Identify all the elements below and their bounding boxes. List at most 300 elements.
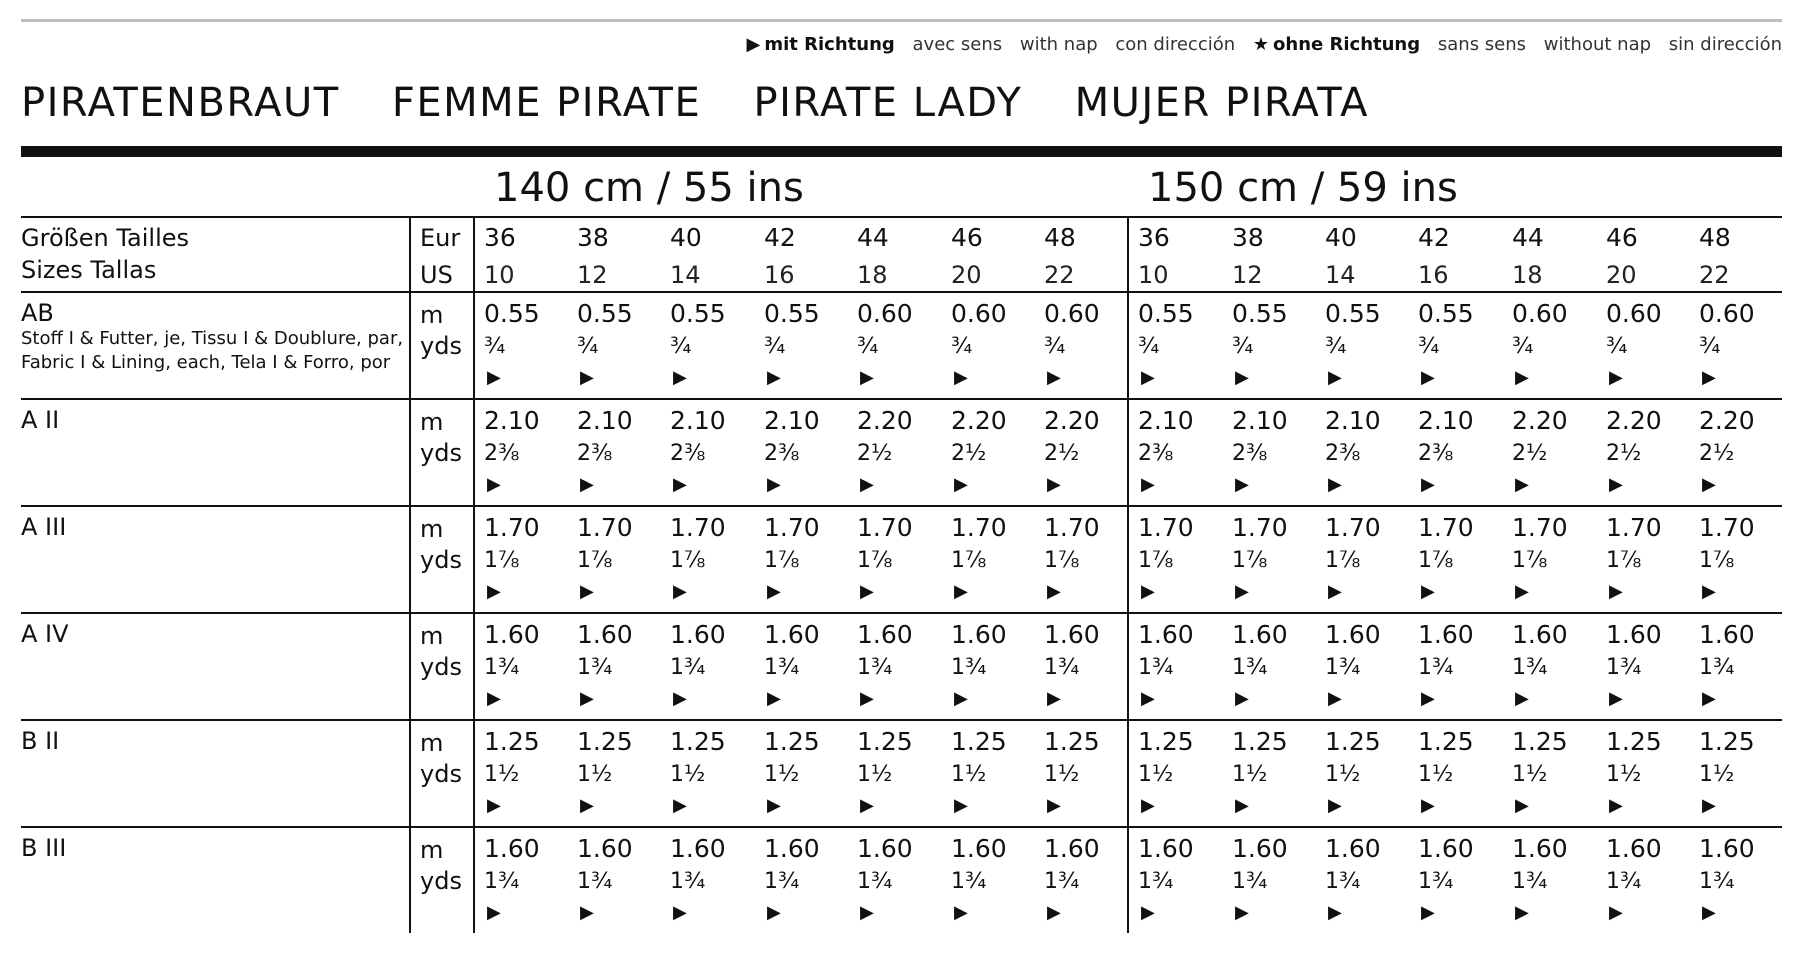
yards-value: 1¾	[764, 655, 800, 680]
play-arrow-icon: ▶	[954, 902, 968, 923]
yards-value: 1½	[1418, 762, 1454, 787]
play-arrow-icon: ▶	[1702, 688, 1716, 709]
meters-value: 1.70	[857, 513, 913, 542]
yards-value: 1¾	[1699, 655, 1735, 680]
play-arrow-icon: ▶	[954, 367, 968, 388]
yards-value: 1⅞	[1606, 548, 1642, 573]
eur-size: 36	[484, 223, 516, 252]
meters-value: 1.60	[1138, 620, 1194, 649]
play-arrow-icon: ▶	[1328, 367, 1342, 388]
table-rule	[21, 505, 1782, 507]
play-arrow-icon: ▶	[1235, 581, 1249, 602]
play-arrow-icon: ▶	[860, 902, 874, 923]
meters-value: 0.60	[951, 299, 1007, 328]
play-arrow-icon: ▶	[1235, 474, 1249, 495]
title-es: MUJER PIRATA	[1074, 80, 1369, 126]
unit-yds: yds	[420, 653, 462, 681]
yards-value: 1⅞	[764, 548, 800, 573]
meters-value: 1.25	[1512, 727, 1568, 756]
meters-value: 2.10	[764, 406, 820, 435]
without-nap-legend	[1253, 34, 1420, 55]
us-size: 22	[1699, 261, 1730, 289]
play-arrow-icon: ▶	[1515, 795, 1529, 816]
yards-value: 2⅜	[1418, 441, 1454, 466]
meters-value: 1.60	[1044, 620, 1100, 649]
meters-value: 0.60	[1044, 299, 1100, 328]
play-arrow-icon: ▶	[1421, 367, 1435, 388]
eur-size: 46	[951, 223, 983, 252]
meters-value: 2.20	[1699, 406, 1755, 435]
meters-value: 2.20	[857, 406, 913, 435]
play-arrow-icon: ▶	[1141, 902, 1155, 923]
yards-value: 1¾	[577, 655, 613, 680]
yards-value: 1½	[1512, 762, 1548, 787]
sizes-label-line2: Sizes Tallas	[21, 256, 157, 284]
yards-value: 1½	[670, 762, 706, 787]
play-arrow-icon: ▶	[767, 902, 781, 923]
play-arrow-icon: ▶	[580, 581, 594, 602]
play-arrow-icon: ▶	[1515, 367, 1529, 388]
yards-value: 1⅞	[1325, 548, 1361, 573]
us-size: 16	[1418, 261, 1449, 289]
yards-value: ¾	[764, 334, 786, 359]
yards-value: 1½	[1044, 762, 1080, 787]
yards-value: 2½	[1699, 441, 1735, 466]
meters-value: 2.10	[670, 406, 726, 435]
yards-value: 1½	[857, 762, 893, 787]
eur-size: 48	[1699, 223, 1731, 252]
yards-value: ¾	[1418, 334, 1440, 359]
yards-value: 1½	[1138, 762, 1174, 787]
play-arrow-icon: ▶	[1609, 581, 1623, 602]
play-arrow-icon: ▶	[1047, 795, 1061, 816]
play-arrow-icon: ▶	[1421, 795, 1435, 816]
meters-value: 1.25	[484, 727, 540, 756]
play-arrow-icon: ▶	[1421, 474, 1435, 495]
yards-value: 1⅞	[1512, 548, 1548, 573]
eur-size: 46	[1606, 223, 1638, 252]
meters-value: 0.55	[764, 299, 820, 328]
meters-value: 0.55	[484, 299, 540, 328]
star-icon: ★	[1252, 34, 1270, 55]
play-arrow-icon: ▶	[1328, 581, 1342, 602]
meters-value: 1.60	[1044, 834, 1100, 863]
yards-value: 2½	[1606, 441, 1642, 466]
table-rule	[21, 398, 1782, 400]
play-arrow-icon: ▶	[1047, 367, 1061, 388]
meters-value: 0.55	[1232, 299, 1288, 328]
yards-value: 1¾	[1606, 655, 1642, 680]
play-arrow-icon: ▶	[673, 367, 687, 388]
play-arrow-icon: ▶	[1047, 474, 1061, 495]
yards-value: 2⅜	[670, 441, 706, 466]
yards-value: ¾	[670, 334, 692, 359]
meters-value: 2.10	[1138, 406, 1194, 435]
meters-value: 1.60	[484, 834, 540, 863]
meters-value: 1.60	[951, 620, 1007, 649]
yards-value: ¾	[1138, 334, 1160, 359]
title-rule	[21, 146, 1782, 157]
us-size: 22	[1044, 261, 1075, 289]
eur-size: 40	[670, 223, 702, 252]
yards-value: 1½	[1325, 762, 1361, 787]
row-description: Stoff I & Futter, je, Tissu I & Doublure, par,	[21, 328, 404, 349]
yards-value: 2½	[857, 441, 893, 466]
yards-value: 1⅞	[857, 548, 893, 573]
meters-value: 2.10	[577, 406, 633, 435]
play-arrow-icon: ▶	[1609, 474, 1623, 495]
meters-value: 1.60	[1606, 834, 1662, 863]
play-arrow-icon: ▶	[1141, 581, 1155, 602]
play-arrow-icon: ▶	[954, 688, 968, 709]
play-arrow-icon: ▶	[1609, 688, 1623, 709]
row-label: A IV	[21, 620, 69, 648]
row-label: AB	[21, 299, 54, 327]
play-arrow-icon: ▶	[767, 688, 781, 709]
table-rule	[21, 612, 1782, 614]
meters-value: 2.10	[1325, 406, 1381, 435]
yards-value: 1¾	[1232, 655, 1268, 680]
with-nap-de: mit Richtung	[764, 34, 895, 55]
meters-value: 1.60	[1699, 620, 1755, 649]
meters-value: 1.60	[577, 834, 633, 863]
meters-value: 2.10	[1232, 406, 1288, 435]
play-arrow-icon: ▶	[1141, 367, 1155, 388]
meters-value: 1.60	[857, 620, 913, 649]
play-arrow-icon: ▶	[1328, 688, 1342, 709]
meters-value: 1.60	[951, 834, 1007, 863]
meters-value: 0.55	[1138, 299, 1194, 328]
yards-value: 1¾	[670, 869, 706, 894]
meters-value: 1.25	[1138, 727, 1194, 756]
meters-value: 1.70	[1512, 513, 1568, 542]
table-rule	[21, 719, 1782, 721]
meters-value: 1.70	[764, 513, 820, 542]
play-arrow-icon: ▶	[1702, 581, 1716, 602]
eur-label: Eur	[420, 224, 461, 252]
unit-m: m	[420, 301, 444, 329]
play-arrow-icon: ▶	[1421, 902, 1435, 923]
yards-value: 2⅜	[484, 441, 520, 466]
meters-value: 1.70	[1418, 513, 1474, 542]
yards-value: 1⅞	[1044, 548, 1080, 573]
play-arrow-icon: ▶	[487, 474, 501, 495]
title-fr: FEMME PIRATE	[391, 80, 702, 126]
yards-value: 1½	[951, 762, 987, 787]
play-arrow-icon: ▶	[487, 367, 501, 388]
yards-value: 2⅜	[577, 441, 613, 466]
meters-value: 1.25	[577, 727, 633, 756]
play-arrow-icon: ▶	[860, 367, 874, 388]
meters-value: 1.70	[951, 513, 1007, 542]
play-arrow-icon: ▶	[1702, 474, 1716, 495]
play-arrow-icon: ▶	[1515, 581, 1529, 602]
yards-value: 1¾	[1699, 869, 1735, 894]
us-size: 20	[951, 261, 982, 289]
yards-value: 2⅜	[1232, 441, 1268, 466]
yards-value: 1¾	[670, 655, 706, 680]
yards-value: 1¾	[1232, 869, 1268, 894]
eur-size: 36	[1138, 223, 1170, 252]
meters-value: 0.55	[1418, 299, 1474, 328]
eur-size: 38	[1232, 223, 1264, 252]
meters-value: 1.60	[1232, 620, 1288, 649]
play-arrow-icon: ▶	[954, 581, 968, 602]
play-arrow-icon: ▶	[767, 581, 781, 602]
meters-value: 1.60	[577, 620, 633, 649]
yards-value: 2½	[1044, 441, 1080, 466]
table-rule	[21, 291, 1782, 293]
page-title	[21, 80, 1407, 126]
yards-value: 1½	[1232, 762, 1268, 787]
play-arrow-icon: ▶	[487, 902, 501, 923]
meters-value: 1.25	[764, 727, 820, 756]
yards-value: ¾	[951, 334, 973, 359]
meters-value: 1.25	[951, 727, 1007, 756]
play-arrow-icon: ▶	[1609, 795, 1623, 816]
nap-legend	[735, 34, 1783, 55]
meters-value: 1.25	[1232, 727, 1288, 756]
play-arrow-icon: ▶	[954, 795, 968, 816]
yards-value: 1⅞	[1699, 548, 1735, 573]
yards-value: 2⅜	[764, 441, 800, 466]
yards-value: 1¾	[1418, 655, 1454, 680]
width-group-divider	[1127, 216, 1129, 933]
play-arrow-icon: ▶	[767, 474, 781, 495]
meters-value: 1.70	[1232, 513, 1288, 542]
meters-value: 1.70	[484, 513, 540, 542]
meters-value: 1.60	[764, 834, 820, 863]
meters-value: 1.70	[577, 513, 633, 542]
top-rule	[21, 19, 1782, 22]
play-arrow-icon: ▶	[673, 902, 687, 923]
meters-value: 1.25	[1418, 727, 1474, 756]
play-arrow-icon: ▶	[954, 474, 968, 495]
eur-size: 42	[1418, 223, 1450, 252]
eur-size: 48	[1044, 223, 1076, 252]
play-arrow-icon: ▶	[767, 795, 781, 816]
meters-value: 1.70	[670, 513, 726, 542]
us-size: 10	[484, 261, 515, 289]
yards-value: ¾	[577, 334, 599, 359]
meters-value: 0.60	[1512, 299, 1568, 328]
meters-value: 1.60	[1418, 620, 1474, 649]
fabric-width-150: 150 cm / 59 ins	[1148, 165, 1458, 211]
play-arrow-icon: ▶	[487, 688, 501, 709]
without-nap-es: sin dirección	[1668, 34, 1782, 55]
yards-value: 1¾	[1512, 655, 1548, 680]
eur-size: 38	[577, 223, 609, 252]
eur-size: 44	[1512, 223, 1544, 252]
yards-value: 1⅞	[951, 548, 987, 573]
play-arrow-icon: ▶	[1047, 902, 1061, 923]
eur-size: 44	[857, 223, 889, 252]
yards-value: 1½	[1606, 762, 1642, 787]
yards-value: 1¾	[857, 869, 893, 894]
us-label: US	[420, 261, 453, 289]
play-arrow-icon: ▶	[1609, 367, 1623, 388]
with-nap-fr: avec sens	[912, 34, 1003, 55]
yards-value: 1⅞	[1138, 548, 1174, 573]
play-arrow-icon: ▶	[860, 688, 874, 709]
unit-m: m	[420, 408, 444, 436]
play-arrow-icon: ▶	[1609, 902, 1623, 923]
yards-value: ¾	[1512, 334, 1534, 359]
play-arrow-icon: ▶	[1235, 688, 1249, 709]
title-en: PIRATE LADY	[753, 80, 1023, 126]
meters-value: 1.70	[1325, 513, 1381, 542]
play-arrow-icon: ▶	[487, 581, 501, 602]
meters-value: 1.70	[1699, 513, 1755, 542]
yards-value: ¾	[1699, 334, 1721, 359]
meters-value: 1.70	[1044, 513, 1100, 542]
play-arrow-icon: ▶	[580, 795, 594, 816]
meters-value: 1.60	[1232, 834, 1288, 863]
yards-value: 1½	[764, 762, 800, 787]
meters-value: 1.25	[1325, 727, 1381, 756]
yards-value: ¾	[484, 334, 506, 359]
unit-yds: yds	[420, 867, 462, 895]
without-nap-fr: sans sens	[1437, 34, 1527, 55]
yards-value: 1⅞	[577, 548, 613, 573]
us-size: 14	[670, 261, 701, 289]
yards-value: 1¾	[951, 655, 987, 680]
row-label: B II	[21, 727, 60, 755]
us-size: 18	[857, 261, 888, 289]
meters-value: 0.55	[1325, 299, 1381, 328]
yards-value: 1¾	[1044, 869, 1080, 894]
play-arrow-icon: ▶	[1141, 795, 1155, 816]
yards-value: 1¾	[484, 655, 520, 680]
play-arrow-icon: ▶	[1515, 688, 1529, 709]
meters-value: 1.25	[1044, 727, 1100, 756]
play-arrow-icon: ▶	[580, 902, 594, 923]
unit-column-divider	[473, 216, 475, 933]
play-arrow-icon: ▶	[1421, 688, 1435, 709]
meters-value: 1.25	[1606, 727, 1662, 756]
meters-value: 0.60	[1699, 299, 1755, 328]
play-arrow-icon: ▶	[767, 367, 781, 388]
yards-value: ¾	[1232, 334, 1254, 359]
yards-value: ¾	[1325, 334, 1347, 359]
play-arrow-icon: ▶	[673, 795, 687, 816]
meters-value: 0.55	[577, 299, 633, 328]
play-arrow-icon: ▶	[1702, 795, 1716, 816]
yards-value: 1⅞	[1232, 548, 1268, 573]
us-size: 16	[764, 261, 795, 289]
us-size: 10	[1138, 261, 1169, 289]
meters-value: 1.60	[1418, 834, 1474, 863]
play-arrow-icon: ▶	[1702, 902, 1716, 923]
yards-value: 1¾	[951, 869, 987, 894]
fabric-width-140: 140 cm / 55 ins	[494, 165, 804, 211]
meters-value: 1.60	[1512, 834, 1568, 863]
with-nap-es: con dirección	[1115, 34, 1236, 55]
unit-m: m	[420, 836, 444, 864]
play-arrow-icon: ▶	[1328, 795, 1342, 816]
yards-value: 1¾	[764, 869, 800, 894]
without-nap-de: ohne Richtung	[1273, 34, 1421, 55]
yards-value: 1¾	[577, 869, 613, 894]
us-size: 18	[1512, 261, 1543, 289]
table-rule	[21, 826, 1782, 828]
play-arrow-icon: ▶	[860, 795, 874, 816]
us-size: 12	[1232, 261, 1263, 289]
us-size: 14	[1325, 261, 1356, 289]
title-de: PIRATENBRAUT	[21, 80, 340, 126]
unit-yds: yds	[420, 760, 462, 788]
yards-value: 2⅜	[1325, 441, 1361, 466]
without-nap-en: without nap	[1543, 34, 1652, 55]
meters-value: 1.60	[1512, 620, 1568, 649]
unit-yds: yds	[420, 332, 462, 360]
yards-value: 1⅞	[670, 548, 706, 573]
play-arrow-icon: ▶	[746, 34, 761, 55]
yards-value: 1¾	[1606, 869, 1642, 894]
meters-value: 1.25	[1699, 727, 1755, 756]
meters-value: 2.20	[951, 406, 1007, 435]
yards-value: 1¾	[484, 869, 520, 894]
play-arrow-icon: ▶	[580, 688, 594, 709]
row-label: A III	[21, 513, 67, 541]
yards-value: 2½	[1512, 441, 1548, 466]
label-column-divider	[409, 216, 411, 933]
play-arrow-icon: ▶	[1702, 367, 1716, 388]
yards-value: ¾	[1606, 334, 1628, 359]
play-arrow-icon: ▶	[580, 367, 594, 388]
yards-value: 1¾	[1325, 869, 1361, 894]
yards-value: 1⅞	[484, 548, 520, 573]
yards-value: 2½	[951, 441, 987, 466]
yards-value: 1¾	[1418, 869, 1454, 894]
row-label: A II	[21, 406, 60, 434]
play-arrow-icon: ▶	[673, 474, 687, 495]
meters-value: 1.25	[670, 727, 726, 756]
meters-value: 1.60	[857, 834, 913, 863]
play-arrow-icon: ▶	[860, 474, 874, 495]
play-arrow-icon: ▶	[1421, 581, 1435, 602]
yards-value: 1¾	[857, 655, 893, 680]
meters-value: 1.60	[1325, 834, 1381, 863]
play-arrow-icon: ▶	[1047, 688, 1061, 709]
meters-value: 2.20	[1044, 406, 1100, 435]
yards-value: ¾	[857, 334, 879, 359]
meters-value: 1.60	[1606, 620, 1662, 649]
meters-value: 2.10	[484, 406, 540, 435]
yards-value: 1½	[484, 762, 520, 787]
meters-value: 0.60	[1606, 299, 1662, 328]
eur-size: 42	[764, 223, 796, 252]
meters-value: 1.60	[1325, 620, 1381, 649]
play-arrow-icon: ▶	[673, 581, 687, 602]
play-arrow-icon: ▶	[1141, 474, 1155, 495]
play-arrow-icon: ▶	[1328, 474, 1342, 495]
with-nap-legend	[747, 34, 895, 55]
sizes-label-line1: Größen Tailles	[21, 224, 190, 252]
unit-m: m	[420, 515, 444, 543]
us-size: 12	[577, 261, 608, 289]
meters-value: 1.60	[670, 620, 726, 649]
yards-value: 1¾	[1044, 655, 1080, 680]
play-arrow-icon: ▶	[860, 581, 874, 602]
play-arrow-icon: ▶	[1235, 902, 1249, 923]
play-arrow-icon: ▶	[1235, 367, 1249, 388]
unit-yds: yds	[420, 546, 462, 574]
yards-value: 1¾	[1138, 869, 1174, 894]
unit-m: m	[420, 729, 444, 757]
play-arrow-icon: ▶	[1328, 902, 1342, 923]
meters-value: 1.60	[670, 834, 726, 863]
